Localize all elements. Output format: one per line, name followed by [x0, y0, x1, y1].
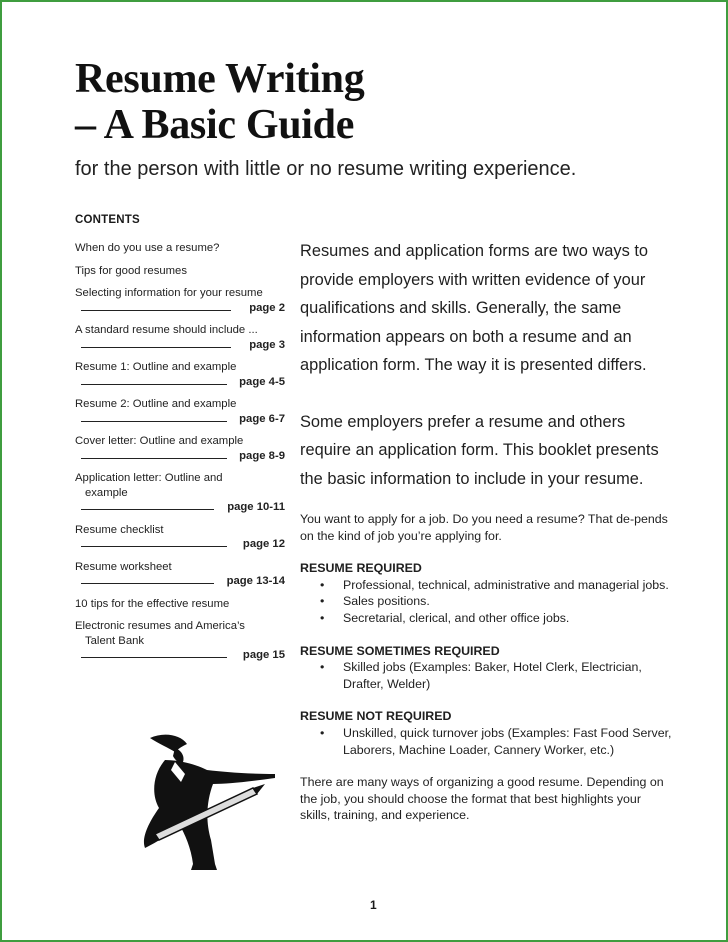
- toc-item[interactable]: [75, 397, 285, 426]
- toc-item[interactable]: [75, 471, 285, 515]
- subtitle: for the person with little or no resume writing experience.: [75, 158, 577, 180]
- toc-leader-line: [81, 301, 231, 311]
- main-column: [300, 237, 672, 824]
- woman-with-pen-illustration: [135, 730, 285, 870]
- list-item: • Professional, technical, administrative and managerial jobs.: [300, 577, 672, 594]
- toc-item-label: Application letter: Outline and: [75, 472, 223, 484]
- toc-item-page: page 13-14: [226, 575, 285, 587]
- toc-item[interactable]: [75, 597, 285, 612]
- toc-item-label: When do you use a resume?: [75, 242, 220, 254]
- intro-paragraph: You want to apply for a job. Do you need a resume? That de-pends on the kind of job you’re applying for.: [300, 512, 668, 543]
- toc-item-label-cont: Talent Bank: [85, 634, 145, 647]
- toc-item[interactable]: [75, 560, 285, 589]
- toc-item[interactable]: [75, 323, 285, 352]
- toc-item-label: Resume checklist: [75, 523, 164, 536]
- toc-item-page: page 12: [242, 538, 285, 550]
- toc-item-page: page 2: [249, 301, 285, 314]
- toc-item-page: page 8-9: [239, 449, 285, 462]
- lead-paragraph-1: Resumes and application forms are two ways to provide employers with written evidence of your qualifications and skills. Generally, the same information appears on both a resume and an application form. The way it is presented differs.: [300, 242, 649, 374]
- toc-item-label: A standard resume should include ...: [75, 324, 258, 336]
- title-line-1: Resume Writing: [75, 56, 365, 102]
- toc-item[interactable]: [75, 434, 285, 463]
- toc-item-page: page 3: [249, 338, 285, 351]
- toc-item[interactable]: [75, 286, 285, 315]
- toc-item-page: page 4-5: [239, 375, 285, 388]
- toc-leader-line: [81, 648, 227, 658]
- toc-item-page: page 10-11: [227, 501, 285, 513]
- title-line-2: – A Basic Guide: [75, 102, 355, 148]
- list-item: • Secretarial, clerical, and other office jobs.: [300, 610, 672, 627]
- toc-leader-line: [81, 500, 214, 510]
- toc-item-label: Resume worksheet: [75, 560, 172, 573]
- toc-leader-line: [81, 375, 227, 385]
- toc-leader-line: [81, 537, 227, 547]
- toc-item-label: Electronic resumes and America’s: [75, 620, 245, 632]
- section-heading-sometimes: RESUME SOMETIMES REQUIRED: [300, 643, 500, 658]
- toc-item[interactable]: [75, 241, 285, 256]
- toc-item-label: Cover letter: Outline and example: [75, 435, 244, 447]
- toc-leader-line: [81, 449, 227, 459]
- toc-item[interactable]: [75, 264, 285, 279]
- toc-item[interactable]: [75, 523, 285, 552]
- section-heading-not-required: RESUME NOT REQUIRED: [300, 709, 452, 724]
- toc-leader-line: [81, 574, 214, 584]
- page-number: 1: [370, 898, 377, 912]
- toc-leader-line: [81, 412, 227, 422]
- section-heading-required: RESUME REQUIRED: [300, 561, 422, 576]
- toc-item-label: Selecting information for your resume: [75, 287, 263, 299]
- toc-item-page: page 15: [242, 649, 285, 661]
- not-required-list: [300, 725, 672, 758]
- toc-item-label: Resume 1: Outline and example: [75, 361, 237, 373]
- contents-heading: CONTENTS: [75, 214, 140, 226]
- toc-item-label-cont: example: [85, 486, 128, 499]
- list-item: • Skilled jobs (Examples: Baker, Hotel Clerk, Electrician, Drafter, Welder): [300, 659, 672, 692]
- toc-item-page: page 6-7: [239, 412, 285, 425]
- table-of-contents: [75, 241, 285, 671]
- toc-item-label: Tips for good resumes: [75, 264, 187, 277]
- closing-paragraph: There are many ways of organizing a good resume. Depending on the job, you should choose the format that best highlights your skills, training, and experience.: [300, 775, 664, 823]
- toc-leader-line: [81, 338, 231, 348]
- page-title: [75, 56, 364, 148]
- list-item: • Sales positions.: [300, 593, 672, 610]
- toc-item-label: Resume 2: Outline and example: [75, 398, 237, 410]
- lead-paragraph-2: Some employers prefer a resume and others require an application form. This booklet presents the basic information to include in your resume.: [300, 412, 659, 488]
- toc-item[interactable]: [75, 619, 285, 663]
- list-item: • Unskilled, quick turnover jobs (Examples: Fast Food Server, Laborers, Machine Loader, Cannery Worker, etc.): [300, 725, 672, 758]
- required-list: [300, 577, 672, 627]
- toc-item[interactable]: [75, 360, 285, 389]
- sometimes-list: [300, 659, 672, 692]
- toc-item-label: 10 tips for the effective resume: [75, 597, 230, 610]
